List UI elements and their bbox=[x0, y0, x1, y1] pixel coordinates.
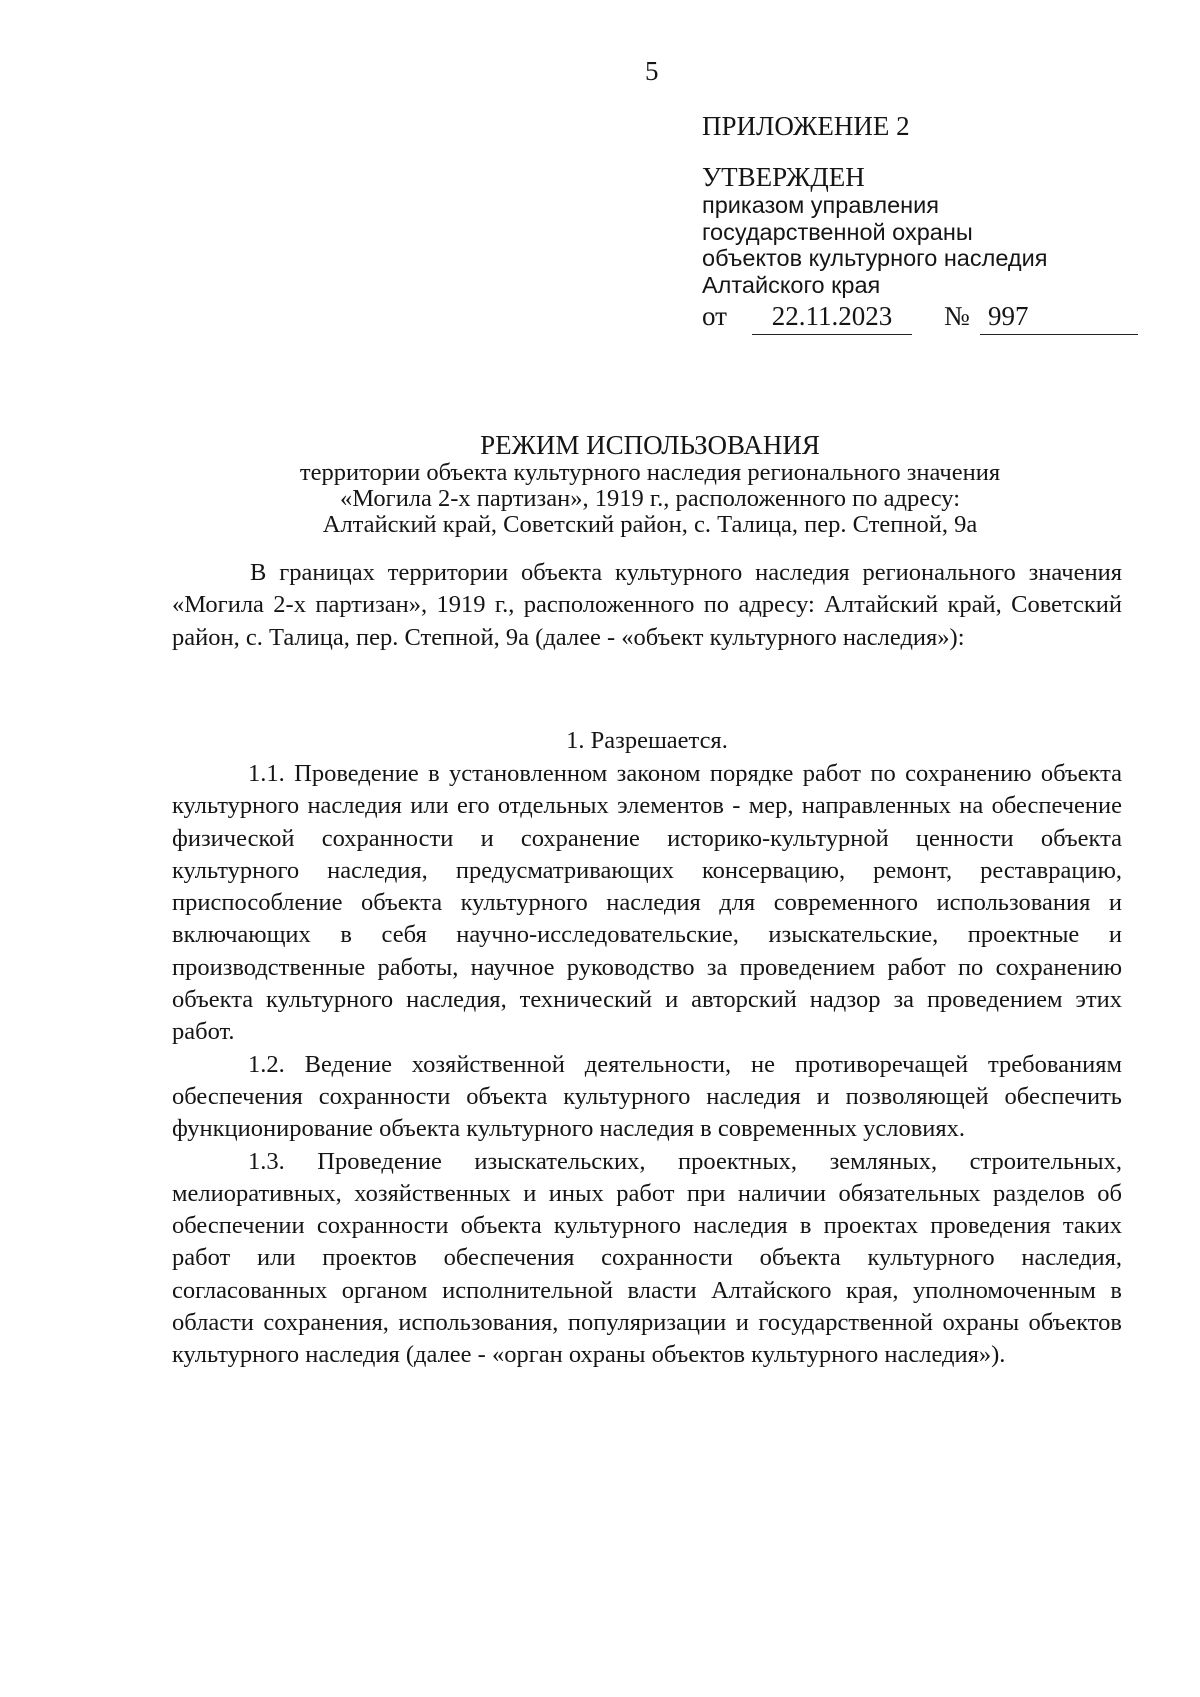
title-line: «Могила 2-х партизан», 1919 г., расположенного по адресу: bbox=[339, 485, 961, 512]
section-item: 1.1. Проведение в установленном законом порядке работ по сохранению объекта культурного наследия или его отдельных элементов - мер, направленных на обеспечение физической сохранности и сохранение историко-культурной ценности объекта культурного наследия, предусматривающих консервацию, ремонт, реставрацию, приспособление объекта культурного наследия для современного использования и включающих в себя научно-исследовательские, изыскательские, проектные и производственные работы, научное руководство за проведением работ по сохранению объекта культурного наследия, технический и авторский надзор за проведением этих работ. bbox=[172, 760, 1122, 1046]
order-line: объектов культурного наследия bbox=[702, 245, 1048, 271]
appendix-label: ПРИЛОЖЕНИЕ 2 bbox=[702, 111, 910, 141]
title-line: Алтайский край, Советский район, с. Талица, пер. Степной, 9а bbox=[322, 511, 978, 538]
document-title: РЕЖИМ ИСПОЛЬЗОВАНИЯ bbox=[480, 430, 820, 460]
approved-label: УТВЕРЖДЕН bbox=[702, 162, 865, 192]
number-label: № bbox=[944, 301, 970, 331]
date-label: от bbox=[702, 301, 727, 331]
order-line: приказом управления bbox=[702, 192, 939, 218]
section-item: 1.3. Проведение изыскательских, проектных, земляных, строительных, мелиоративных, хозяйственных и иных работ при наличии обязательных разделов об обеспечении сохранности объекта культурного наследия в проектах проведения таких работ или проектов обеспечения сохранности объекта культурного наследия, согласованных органом исполнительной власти Алтайского края, уполномоченным в области сохранения, использования, популяризации и государственной охраны объектов культурного наследия (далее - «орган охраны объектов культурного наследия»). bbox=[172, 1147, 1122, 1369]
order-line: государственной охраны bbox=[702, 218, 973, 245]
title-line: территории объекта культурного наследия регионального значения bbox=[299, 459, 1001, 486]
document-title-block bbox=[170, 430, 1130, 538]
order-date: 22.11.2023 bbox=[752, 301, 912, 335]
order-authority bbox=[702, 192, 1162, 298]
order-line: Алтайского края bbox=[702, 271, 881, 298]
section-heading: 1. Разрешается. bbox=[566, 727, 728, 754]
order-date-number bbox=[702, 301, 1162, 337]
intro-paragraph: В границах территории объекта культурного наследия регионального значения «Могила 2-х партизан», 1919 г., расположенного по адресу: Алтайский край, Советский район, с. Талица, пер. Степной, 9а (далее - «объект культурного наследия»): bbox=[172, 559, 1122, 651]
page-number: 5 bbox=[645, 56, 659, 86]
section-items bbox=[172, 758, 1122, 1372]
approval-block bbox=[702, 110, 1162, 337]
order-number: 997 bbox=[980, 301, 1138, 335]
section-item: 1.2. Ведение хозяйственной деятельности, не противоречащей требованиям обеспечения сохранности объекта культурного наследия и позволяющей обеспечить функционирование объекта культурного наследия в современных условиях. bbox=[172, 1050, 1122, 1143]
